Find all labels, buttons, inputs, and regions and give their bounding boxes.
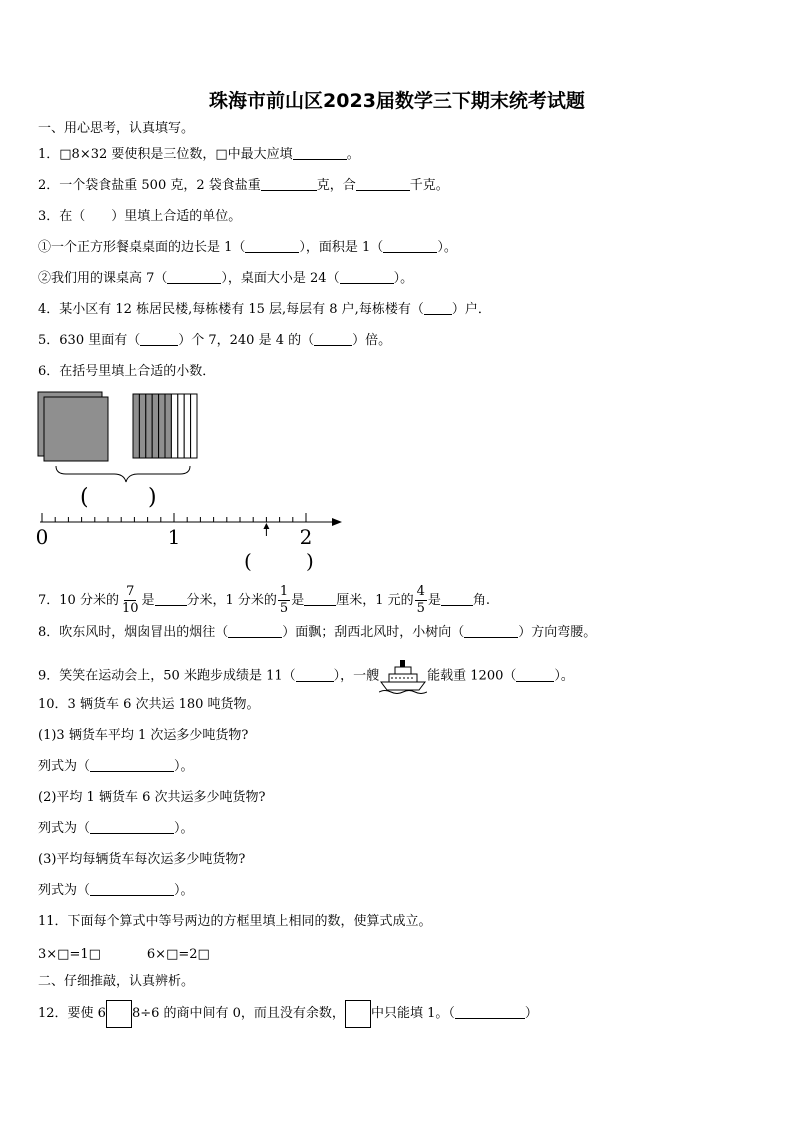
question-2: 2．一个袋食盐重 500 克，2 袋食盐重 克，合 千克。	[38, 178, 449, 193]
position-arrowhead	[263, 523, 269, 529]
answer-blank[interactable]	[140, 331, 178, 346]
tenth-strip-empty	[184, 394, 190, 458]
tick-label: 2	[299, 525, 313, 549]
question-4: 4．某小区有 12 栋居民楼,每栋楼有 15 层,每层有 8 户,每栋楼有（ ）户．	[38, 302, 491, 317]
question-11-equations	[38, 945, 210, 965]
answer-blank[interactable]	[424, 300, 452, 315]
question-8: 8．吹东风时，烟囱冒出的烟往（ ）面飘；刮西北风时，小树向（ ）方向弯腰。	[38, 625, 597, 640]
section-heading-1: 一、用心思考，认真填写。	[38, 121, 195, 136]
question-5: 5．630 里面有（ ）个 7，240 是 4 的（ ）倍。	[38, 333, 392, 348]
answer-blank[interactable]	[314, 331, 352, 346]
tenth-strip-shaded	[159, 394, 165, 458]
equation-1: 3×□=1□	[38, 947, 101, 962]
digit-box[interactable]	[345, 1000, 371, 1028]
question-10-3-formula: 列式为（ ）。	[38, 883, 194, 898]
tenth-strip-shaded	[146, 394, 152, 458]
paren-right: )	[148, 485, 157, 510]
answer-blank[interactable]	[228, 623, 282, 638]
answer-blank[interactable]	[356, 176, 410, 191]
question-10-2: (2)平均 1 辆货车 6 次共运多少吨货物?	[38, 790, 266, 805]
tenth-strip-shaded	[139, 394, 145, 458]
tenths-square	[133, 394, 197, 458]
tenth-strip-empty	[171, 394, 177, 458]
question-10-2-formula: 列式为（ ）。	[38, 821, 194, 836]
number-line-arrowhead	[332, 518, 342, 526]
unit-square-front	[44, 397, 108, 461]
answer-blank[interactable]	[155, 591, 187, 606]
answer-blank[interactable]	[383, 238, 437, 253]
question-10-1: (1)3 辆货车平均 1 次运多少吨货物?	[38, 728, 249, 743]
question-3-1: ①一个正方形餐桌桌面的边长是 1（ ），面积是 1（ ）。	[38, 240, 457, 255]
digit-box[interactable]	[106, 1000, 132, 1028]
answer-blank[interactable]	[90, 819, 174, 834]
paren-left: (	[80, 485, 89, 510]
tenth-strip-empty	[191, 394, 197, 458]
equation-2: 6×□=2□	[146, 947, 210, 962]
tick-label: 1	[167, 525, 181, 549]
fraction: $\frac{4}{5}$	[416, 584, 425, 616]
question-11: 11．下面每个算式中等号两边的方框里填上相同的数，使算式成立。	[38, 914, 432, 929]
number-line	[36, 513, 342, 549]
answer-blank[interactable]	[261, 176, 317, 191]
answer-blank[interactable]	[90, 757, 174, 772]
tick-label: 0	[35, 525, 49, 549]
tenth-strip-shaded	[165, 394, 171, 458]
question-9: 9．笑笑在运动会上，50 米跑步成绩是 11（ ），一艘 能载重 1200（ ）。	[38, 658, 574, 694]
question-12: 12．要使 6 8÷6 的商中间有 0，而且没有余数， 中只能填 1。（ ）	[38, 999, 538, 1029]
answer-blank[interactable]	[441, 591, 473, 606]
ship-icon	[379, 658, 427, 694]
question-10-1-formula: 列式为（ ）。	[38, 759, 194, 774]
answer-blank[interactable]	[516, 667, 554, 682]
answer-blank[interactable]	[340, 269, 394, 284]
question-3-2: ②我们用的课桌高 7（ ），桌面大小是 24（ ）。	[38, 271, 414, 286]
page-title: 珠海市前山区2023届数学三下期末统考试题	[209, 90, 585, 112]
brace	[56, 466, 190, 482]
answer-blank[interactable]	[455, 1004, 525, 1019]
tenth-strip-shaded	[133, 394, 139, 458]
paren-right: )	[306, 549, 314, 573]
answer-blank[interactable]	[304, 591, 336, 606]
answer-blank[interactable]	[464, 623, 518, 638]
question-1: 1．□8×32 要使积是三位数，□中最大应填 。	[38, 147, 360, 162]
section-heading-2: 二、仔细推敲，认真辨析。	[38, 974, 195, 989]
answer-blank[interactable]	[167, 269, 221, 284]
question-7: 7．10 分米的 $\frac{7}{10}$ 是 分米，1 分米的 $\frac{1}{5}$ 是 厘米，1 元的 $\frac{4}{5}$ 是 角.	[38, 584, 491, 616]
question-10-3: (3)平均每辆货车每次运多少吨货物?	[38, 852, 246, 867]
answer-blank[interactable]	[293, 145, 347, 160]
question-6: 6．在括号里填上合适的小数．	[38, 364, 216, 379]
answer-blank[interactable]	[245, 238, 299, 253]
answer-blank[interactable]	[296, 667, 334, 682]
answer-blank[interactable]	[90, 881, 174, 896]
question-10: 10．3 辆货车 6 次共运 180 吨货物。	[38, 697, 260, 712]
tenth-strip-empty	[178, 394, 184, 458]
paren-left: (	[244, 549, 252, 573]
fraction: $\frac{1}{5}$	[279, 584, 289, 616]
tenth-strip-shaded	[152, 394, 158, 458]
question-3: 3．在（ ）里填上合适的单位。	[38, 209, 242, 224]
decimal-figure	[30, 388, 350, 578]
fraction: $\frac{7}{10}$	[121, 584, 139, 616]
